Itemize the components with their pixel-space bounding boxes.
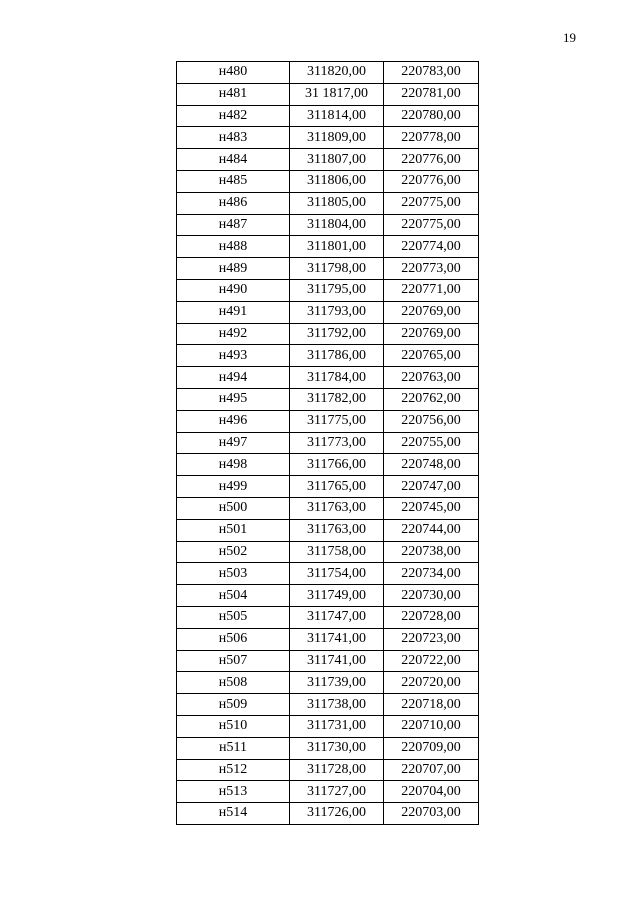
- x-coordinate-cell: 311807,00: [290, 149, 384, 171]
- table-row: [177, 432, 479, 454]
- x-coordinate-cell: 311741,00: [290, 650, 384, 672]
- table-row: [177, 759, 479, 781]
- y-coordinate-cell: 220762,00: [384, 388, 479, 410]
- table-row: [177, 628, 479, 650]
- table-row: [177, 258, 479, 280]
- y-coordinate-cell: 220707,00: [384, 759, 479, 781]
- point-id-cell: н505: [177, 606, 290, 628]
- x-coordinate-cell: 311798,00: [290, 258, 384, 280]
- table-row: [177, 192, 479, 214]
- y-coordinate-cell: 220738,00: [384, 541, 479, 563]
- x-coordinate-cell: 311738,00: [290, 694, 384, 716]
- x-coordinate-cell: 311731,00: [290, 715, 384, 737]
- point-id-cell: н492: [177, 323, 290, 345]
- y-coordinate-cell: 220728,00: [384, 606, 479, 628]
- y-coordinate-cell: 220775,00: [384, 214, 479, 236]
- point-id-cell: н482: [177, 105, 290, 127]
- table-row: [177, 410, 479, 432]
- table-row: [177, 62, 479, 84]
- point-id-cell: н508: [177, 672, 290, 694]
- y-coordinate-cell: 220744,00: [384, 519, 479, 541]
- y-coordinate-cell: 220776,00: [384, 170, 479, 192]
- table-row: [177, 323, 479, 345]
- x-coordinate-cell: 311782,00: [290, 388, 384, 410]
- point-id-cell: н506: [177, 628, 290, 650]
- table-row: [177, 170, 479, 192]
- point-id-cell: н487: [177, 214, 290, 236]
- point-id-cell: н489: [177, 258, 290, 280]
- point-id-cell: н501: [177, 519, 290, 541]
- point-id-cell: н512: [177, 759, 290, 781]
- table-row: [177, 214, 479, 236]
- y-coordinate-cell: 220745,00: [384, 497, 479, 519]
- x-coordinate-cell: 311747,00: [290, 606, 384, 628]
- table-row: [177, 388, 479, 410]
- table-row: [177, 563, 479, 585]
- table-row: [177, 541, 479, 563]
- point-id-cell: н509: [177, 694, 290, 716]
- x-coordinate-cell: 311820,00: [290, 62, 384, 84]
- table-row: [177, 519, 479, 541]
- point-id-cell: н496: [177, 410, 290, 432]
- x-coordinate-cell: 311741,00: [290, 628, 384, 650]
- y-coordinate-cell: 220730,00: [384, 585, 479, 607]
- y-coordinate-cell: 220722,00: [384, 650, 479, 672]
- point-id-cell: н504: [177, 585, 290, 607]
- x-coordinate-cell: 31 1817,00: [290, 83, 384, 105]
- y-coordinate-cell: 220774,00: [384, 236, 479, 258]
- point-id-cell: н502: [177, 541, 290, 563]
- point-id-cell: н503: [177, 563, 290, 585]
- point-id-cell: н486: [177, 192, 290, 214]
- point-id-cell: н511: [177, 737, 290, 759]
- x-coordinate-cell: 311754,00: [290, 563, 384, 585]
- point-id-cell: н481: [177, 83, 290, 105]
- y-coordinate-cell: 220775,00: [384, 192, 479, 214]
- y-coordinate-cell: 220723,00: [384, 628, 479, 650]
- point-id-cell: н510: [177, 715, 290, 737]
- point-id-cell: н495: [177, 388, 290, 410]
- x-coordinate-cell: 311792,00: [290, 323, 384, 345]
- x-coordinate-cell: 311775,00: [290, 410, 384, 432]
- y-coordinate-cell: 220718,00: [384, 694, 479, 716]
- point-id-cell: н514: [177, 803, 290, 825]
- point-id-cell: н491: [177, 301, 290, 323]
- point-id-cell: н499: [177, 476, 290, 498]
- y-coordinate-cell: 220755,00: [384, 432, 479, 454]
- x-coordinate-cell: 311758,00: [290, 541, 384, 563]
- point-id-cell: н480: [177, 62, 290, 84]
- point-id-cell: н500: [177, 497, 290, 519]
- point-id-cell: н513: [177, 781, 290, 803]
- x-coordinate-cell: 311801,00: [290, 236, 384, 258]
- table-row: [177, 737, 479, 759]
- x-coordinate-cell: 311814,00: [290, 105, 384, 127]
- y-coordinate-cell: 220778,00: [384, 127, 479, 149]
- y-coordinate-cell: 220709,00: [384, 737, 479, 759]
- x-coordinate-cell: 311739,00: [290, 672, 384, 694]
- x-coordinate-cell: 311749,00: [290, 585, 384, 607]
- y-coordinate-cell: 220704,00: [384, 781, 479, 803]
- y-coordinate-cell: 220769,00: [384, 323, 479, 345]
- y-coordinate-cell: 220756,00: [384, 410, 479, 432]
- y-coordinate-cell: 220763,00: [384, 367, 479, 389]
- table-row: [177, 803, 479, 825]
- y-coordinate-cell: 220748,00: [384, 454, 479, 476]
- y-coordinate-cell: 220773,00: [384, 258, 479, 280]
- table-row: [177, 301, 479, 323]
- coordinates-table: [176, 61, 479, 825]
- table-row: [177, 497, 479, 519]
- x-coordinate-cell: 311730,00: [290, 737, 384, 759]
- point-id-cell: н485: [177, 170, 290, 192]
- x-coordinate-cell: 311728,00: [290, 759, 384, 781]
- table-row: [177, 454, 479, 476]
- table-row: [177, 715, 479, 737]
- x-coordinate-cell: 311806,00: [290, 170, 384, 192]
- table-row: [177, 781, 479, 803]
- x-coordinate-cell: 311773,00: [290, 432, 384, 454]
- point-id-cell: н494: [177, 367, 290, 389]
- table-row: [177, 83, 479, 105]
- table-row: [177, 127, 479, 149]
- table-row: [177, 236, 479, 258]
- table-row: [177, 279, 479, 301]
- point-id-cell: н497: [177, 432, 290, 454]
- y-coordinate-cell: 220783,00: [384, 62, 479, 84]
- table-row: [177, 672, 479, 694]
- x-coordinate-cell: 311726,00: [290, 803, 384, 825]
- x-coordinate-cell: 311765,00: [290, 476, 384, 498]
- table-row: [177, 149, 479, 171]
- x-coordinate-cell: 311763,00: [290, 519, 384, 541]
- point-id-cell: н507: [177, 650, 290, 672]
- table-row: [177, 650, 479, 672]
- x-coordinate-cell: 311786,00: [290, 345, 384, 367]
- x-coordinate-cell: 311763,00: [290, 497, 384, 519]
- table-row: [177, 694, 479, 716]
- y-coordinate-cell: 220771,00: [384, 279, 479, 301]
- table-row: [177, 345, 479, 367]
- y-coordinate-cell: 220765,00: [384, 345, 479, 367]
- y-coordinate-cell: 220769,00: [384, 301, 479, 323]
- y-coordinate-cell: 220781,00: [384, 83, 479, 105]
- table-row: [177, 585, 479, 607]
- point-id-cell: н493: [177, 345, 290, 367]
- x-coordinate-cell: 311795,00: [290, 279, 384, 301]
- point-id-cell: н498: [177, 454, 290, 476]
- point-id-cell: н484: [177, 149, 290, 171]
- x-coordinate-cell: 311727,00: [290, 781, 384, 803]
- table-row: [177, 105, 479, 127]
- table-row: [177, 367, 479, 389]
- point-id-cell: н488: [177, 236, 290, 258]
- point-id-cell: н483: [177, 127, 290, 149]
- y-coordinate-cell: 220776,00: [384, 149, 479, 171]
- y-coordinate-cell: 220747,00: [384, 476, 479, 498]
- table-row: [177, 476, 479, 498]
- y-coordinate-cell: 220734,00: [384, 563, 479, 585]
- y-coordinate-cell: 220780,00: [384, 105, 479, 127]
- y-coordinate-cell: 220703,00: [384, 803, 479, 825]
- coordinates-table-body: [177, 62, 479, 825]
- x-coordinate-cell: 311784,00: [290, 367, 384, 389]
- x-coordinate-cell: 311804,00: [290, 214, 384, 236]
- y-coordinate-cell: 220710,00: [384, 715, 479, 737]
- table-row: [177, 606, 479, 628]
- y-coordinate-cell: 220720,00: [384, 672, 479, 694]
- point-id-cell: н490: [177, 279, 290, 301]
- x-coordinate-cell: 311793,00: [290, 301, 384, 323]
- x-coordinate-cell: 311805,00: [290, 192, 384, 214]
- page-number: 19: [563, 30, 576, 45]
- x-coordinate-cell: 311766,00: [290, 454, 384, 476]
- x-coordinate-cell: 311809,00: [290, 127, 384, 149]
